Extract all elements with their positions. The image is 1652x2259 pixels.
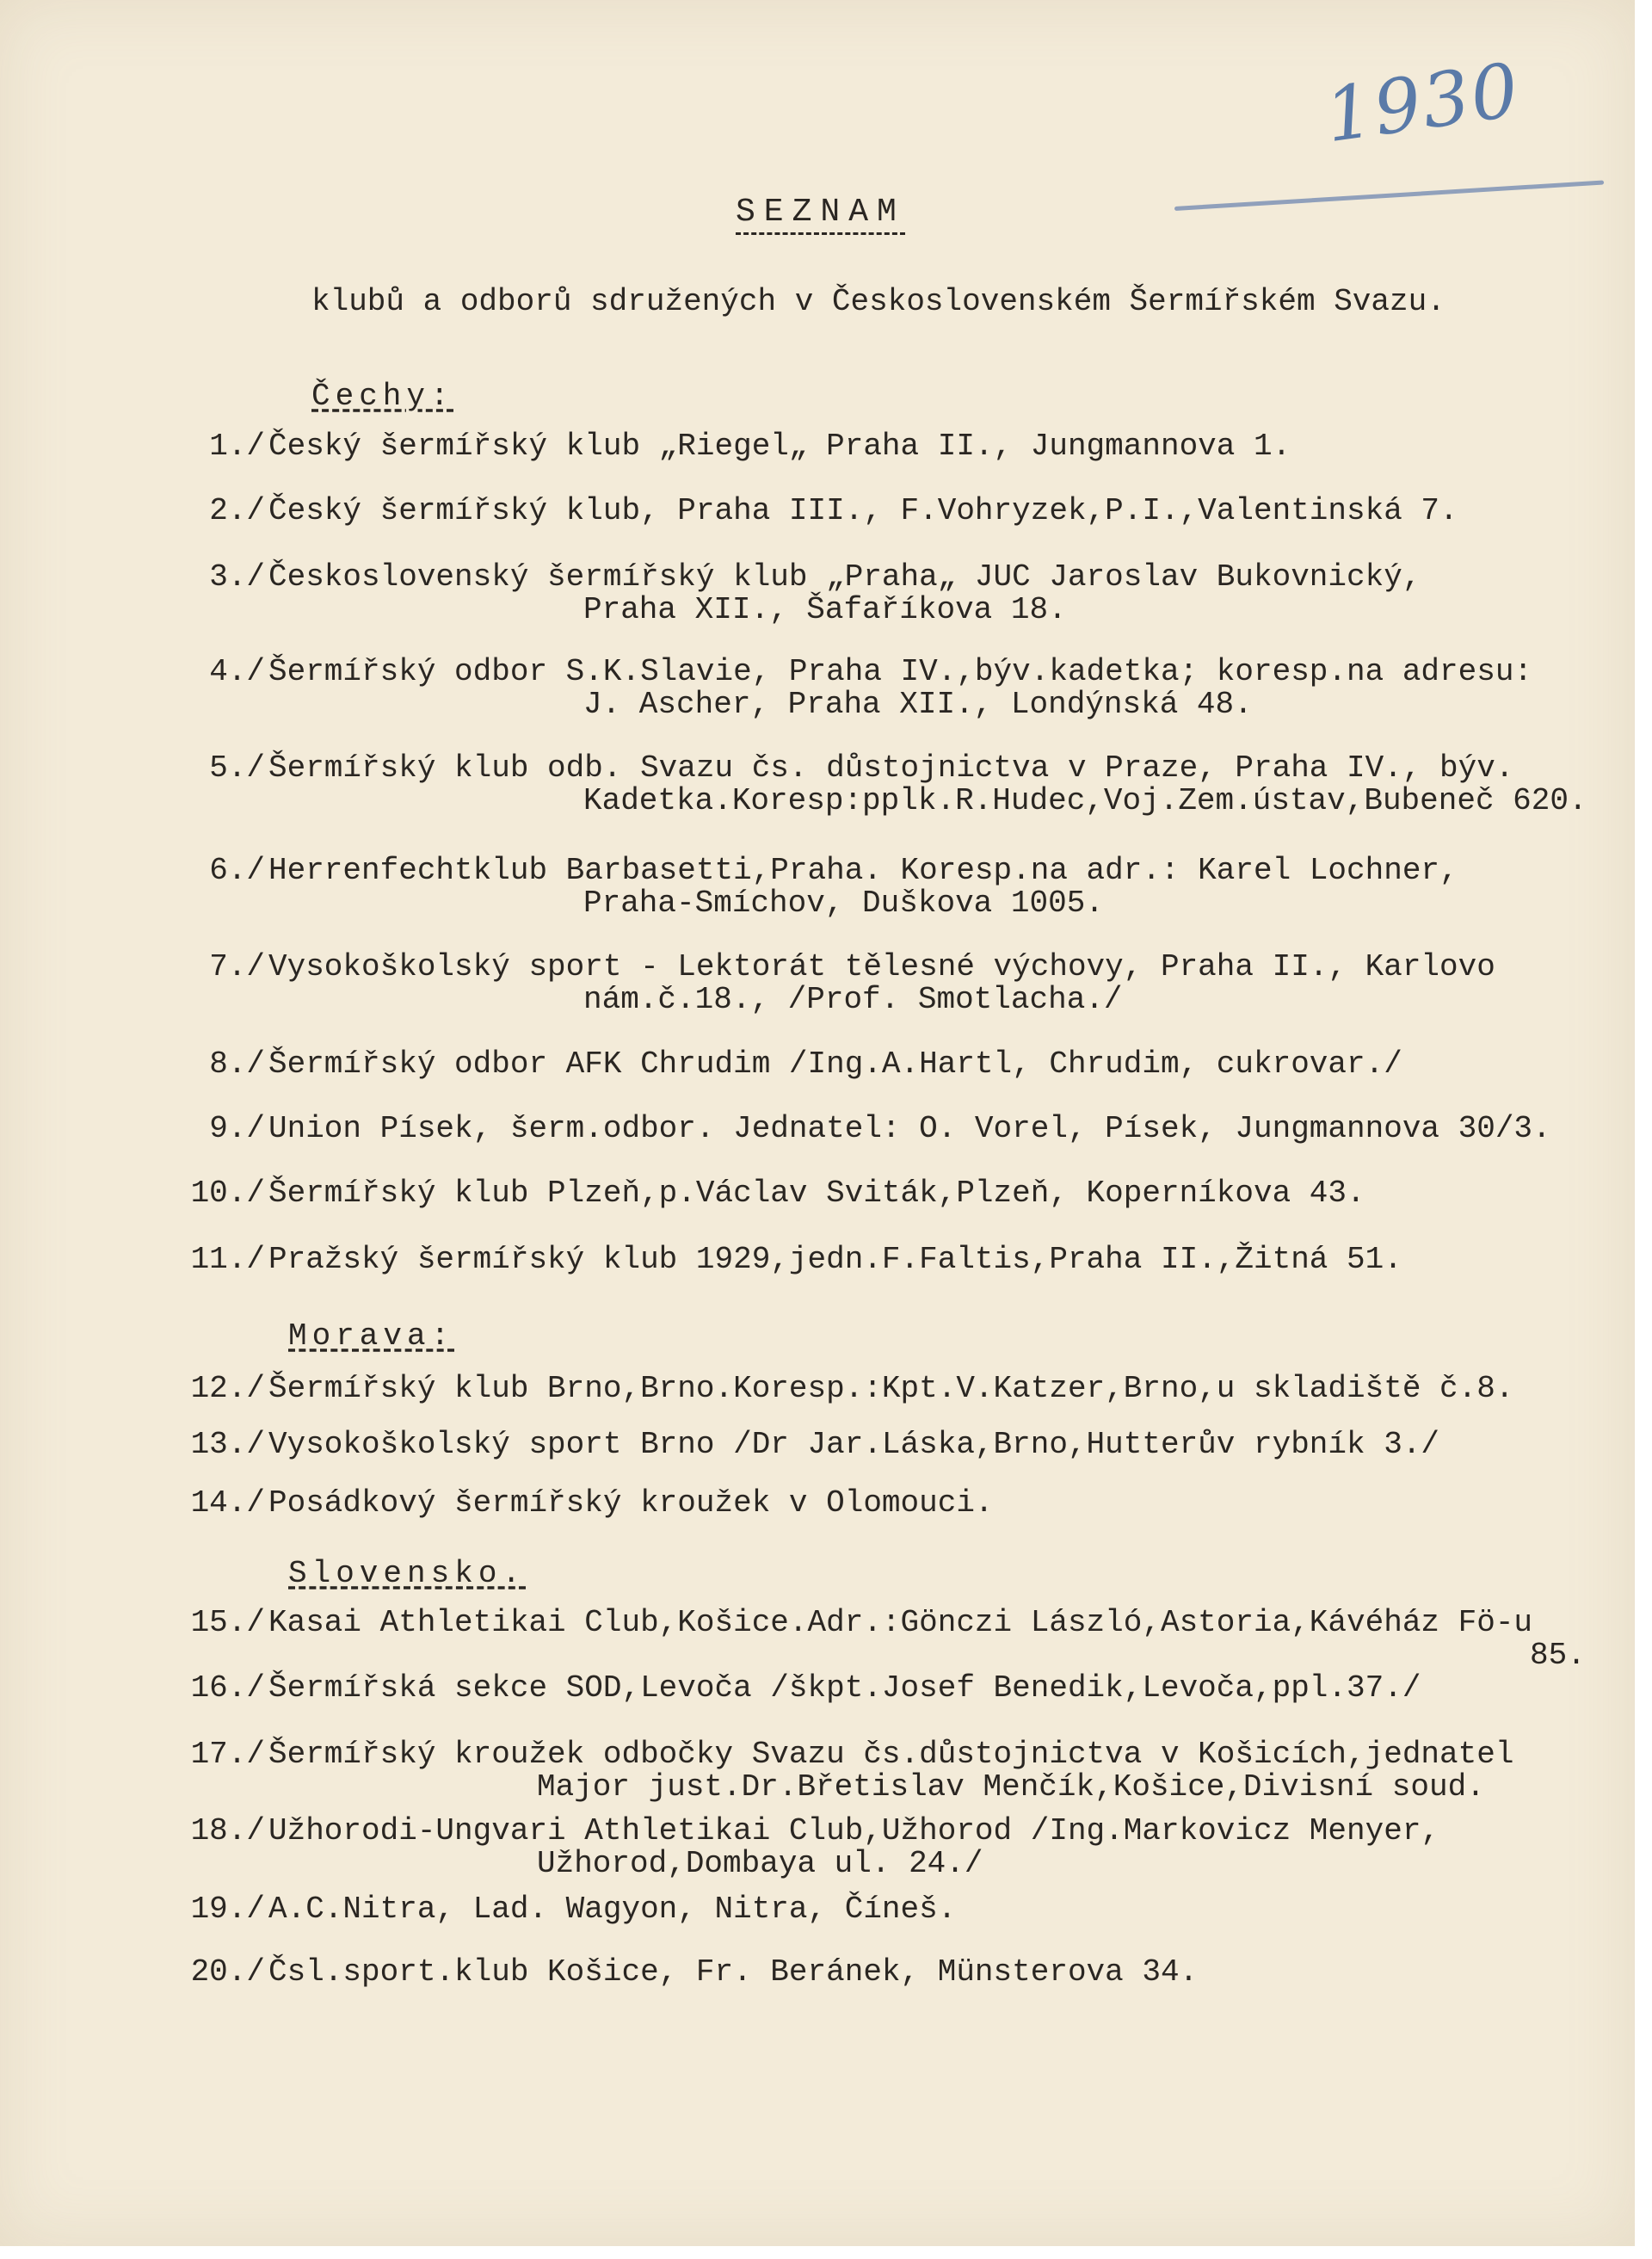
entry-continuation: Užhorod,Dombaya ul. 24./ bbox=[537, 1846, 983, 1881]
entry-text: Šermířská sekce SOD,Levoča /škpt.Josef Benedik,Levoča,ppl.37./ bbox=[268, 1670, 1421, 1706]
entry-number: 20./ bbox=[190, 1954, 265, 1990]
entry-text: Herrenfechtklub Barbasetti,Praha. Koresp.na adr.: Karel Lochner, bbox=[268, 853, 1458, 888]
entry-text: Čsl.sport.klub Košice, Fr. Beránek, Münsterova 34. bbox=[268, 1954, 1199, 1990]
entry-continuation: 85. bbox=[1530, 1638, 1586, 1673]
entry-text: Kasai Athletikai Club,Košice.Adr.:Gönczi László,Astoria,Kávéház Fö-u bbox=[268, 1605, 1533, 1640]
entry-text: A.C.Nitra, Lad. Wagyon, Nitra, Číneš. bbox=[268, 1892, 957, 1927]
entry-number: 2./ bbox=[209, 493, 265, 528]
entry-text: Union Písek, šerm.odbor. Jednatel: O. Vorel, Písek, Jungmannova 30/3. bbox=[268, 1111, 1551, 1146]
entry-number: 6./ bbox=[209, 853, 265, 888]
entry-number: 13./ bbox=[190, 1427, 265, 1462]
entry-number: 3./ bbox=[209, 559, 265, 595]
entry-number: 11./ bbox=[190, 1242, 265, 1277]
section-heading-morava: Morava: bbox=[288, 1318, 455, 1354]
entry-continuation: Praha XII., Šafaříkova 18. bbox=[583, 592, 1067, 627]
entry-text: Československý šermířský klub „Praha„ JUC Jaroslav Bukovnický, bbox=[268, 559, 1421, 595]
entry-number: 4./ bbox=[209, 654, 265, 689]
pencil-stroke bbox=[1174, 180, 1604, 211]
entry-text: Český šermířský klub „Riegel„ Praha II., Jungmannova 1. bbox=[268, 429, 1291, 464]
entry-text: Posádkový šermířský kroužek v Olomouci. bbox=[268, 1485, 994, 1521]
entry-text: Užhorodi-Ungvari Athletikai Club,Užhorod /Ing.Markovicz Menyer, bbox=[268, 1813, 1440, 1849]
entry-number: 15./ bbox=[190, 1605, 265, 1640]
entry-text: Vysokoškolský sport Brno /Dr Jar.Láska,Brno,Hutterův rybník 3./ bbox=[268, 1427, 1440, 1462]
entry-continuation: Kadetka.Koresp:pplk.R.Hudec,Voj.Zem.ústav,Bubeneč 620. bbox=[583, 783, 1587, 818]
entry-text: Šermířský klub odb. Svazu čs. důstojnictva v Praze, Praha IV., býv. bbox=[268, 750, 1514, 786]
entry-number: 16./ bbox=[190, 1670, 265, 1706]
entry-number: 10./ bbox=[190, 1176, 265, 1211]
entry-number: 1./ bbox=[209, 429, 265, 464]
section-heading-slovensko: Slovensko. bbox=[288, 1556, 527, 1591]
entry-text: Šermířský klub Plzeň,p.Václav Sviták,Plzeň, Koperníkova 43. bbox=[268, 1176, 1365, 1211]
entry-continuation: J. Ascher, Praha XII., Londýnská 48. bbox=[583, 687, 1253, 722]
entry-text: Šermířský klub Brno,Brno.Koresp.:Kpt.V.Katzer,Brno,u skladiště č.8. bbox=[268, 1371, 1514, 1406]
entry-text: Vysokoškolský sport - Lektorát tělesné výchovy, Praha II., Karlovo bbox=[268, 949, 1495, 984]
entry-text: Šermířský kroužek odbočky Svazu čs.důstojnictva v Košicích,jednatel bbox=[268, 1737, 1514, 1772]
entry-number: 18./ bbox=[190, 1813, 265, 1849]
entry-number: 17./ bbox=[190, 1737, 265, 1772]
entry-number: 14./ bbox=[190, 1485, 265, 1521]
entry-text: Pražský šermířský klub 1929,jedn.F.Faltis,Praha II.,Žitná 51. bbox=[268, 1242, 1402, 1277]
section-heading-cechy: Čechy: bbox=[311, 379, 454, 414]
entry-number: 7./ bbox=[209, 949, 265, 984]
entry-number: 9./ bbox=[209, 1111, 265, 1146]
entry-number: 8./ bbox=[209, 1046, 265, 1082]
entry-number: 5./ bbox=[209, 750, 265, 786]
document-title: SEZNAM bbox=[736, 194, 905, 235]
entry-text: Šermířský odbor S.K.Slavie, Praha IV.,býv.kadetka; koresp.na adresu: bbox=[268, 654, 1533, 689]
handwritten-year: 1930 bbox=[1320, 46, 1526, 160]
document-subtitle: klubů a odborů sdružených v Československém Šermířském Svazu. bbox=[311, 284, 1446, 319]
entry-text: Český šermířský klub, Praha III., F.Vohryzek,P.I.,Valentinská 7. bbox=[268, 493, 1458, 528]
entry-continuation: Praha-Smíchov, Duškova 1005. bbox=[583, 886, 1104, 921]
entry-number: 12./ bbox=[190, 1371, 265, 1406]
entry-continuation: nám.č.18., /Prof. Smotlacha./ bbox=[583, 982, 1123, 1017]
entry-continuation: Major just.Dr.Břetislav Menčík,Košice,Divisní soud. bbox=[537, 1769, 1485, 1805]
entry-text: Šermířský odbor AFK Chrudim /Ing.A.Hartl, Chrudim, cukrovar./ bbox=[268, 1046, 1402, 1082]
entry-number: 19./ bbox=[190, 1892, 265, 1927]
